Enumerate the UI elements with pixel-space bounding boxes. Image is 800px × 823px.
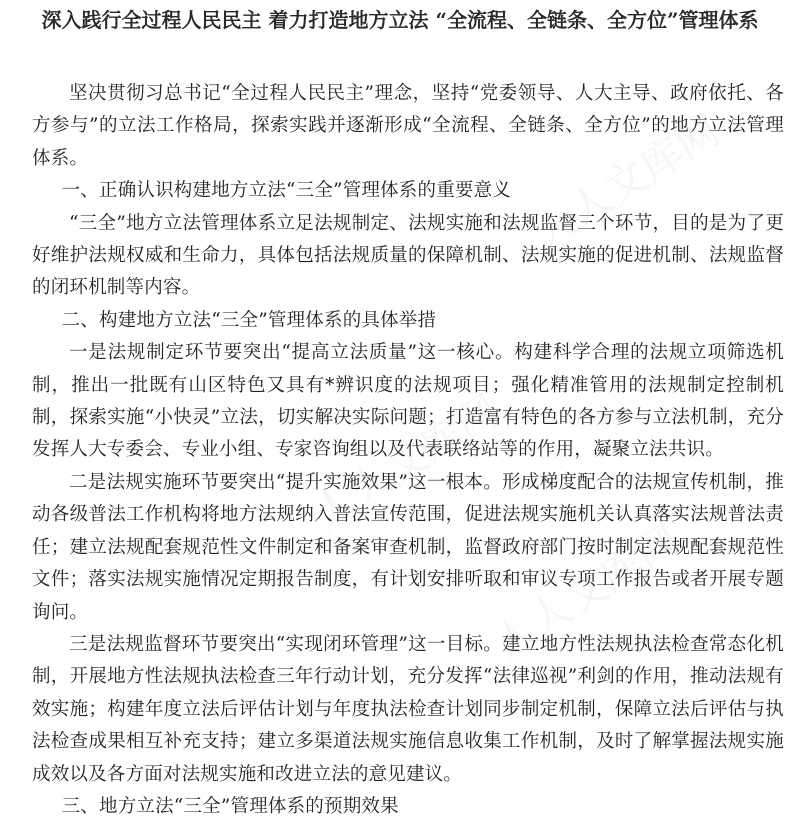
section-heading-3: 三、地方立法“三全”管理体系的预期效果	[61, 795, 399, 817]
measure-3-paragraph: 三是法规监督环节要突出“实现闭环管理”这一目标。建立地方性法规执法检查常态化机制，开展地方性法规执法检查三年行动计划，充分发挥“法律巡视”利剑的作用，推动法规有效实施；构建年度立法后评估计划与年度执法检查计划同步制定机制，保障立法后评估与执法检查成果相互补充支持；建立多渠道法规实施信息收集工作机制，及时了解掌握法规实施成效以及各方面对法规实施和改进立法的意见建议。	[32, 633, 784, 785]
section-heading-2: 二、构建地方立法“三全”管理体系的具体举措	[61, 309, 437, 331]
watermark: 人人文库网	[484, 515, 689, 669]
watermark: 人人文库网	[304, 385, 509, 539]
section-heading-1: 一、正确认识构建地方立法“三全”管理体系的重要意义	[61, 180, 512, 202]
document-title: 深入践行全过程人民民主 着力打造地方立法 “全流程、全链条、全方位”管理体系	[41, 8, 759, 32]
measure-2-paragraph: 二是法规实施环节要突出“提升实施效果”这一根本。形成梯度配合的法规宣传机制，推动各级普法工作机构将地方法规纳入普法宣传范围，促进法规实施机关认真落实法规普法责任；建立法规配套规范性文件制定和备案审查机制，监督政府部门按时制定法规配套规范性文件；落实法规实施情况定期报告制度，有计划安排听取和审议专项工作报告或者开展专题询问。	[32, 471, 784, 623]
section-1-paragraph: “三全”地方立法管理体系立足法规制定、法规实施和法规监督三个环节，目的是为了更好维护法规权威和生命力，具体包括法规质量的保障机制、法规实施的促进机制、法规监督的闭环机制等内容。	[32, 212, 784, 299]
measure-1-paragraph: 一是法规制定环节要突出“提高立法质量”这一核心。构建科学合理的法规立项筛选机制，推出一批既有山区特色又具有*辨识度的法规项目；强化精准管用的法规制定控制机制，探索实施“小快灵”立法，切实解决实际问题；打造富有特色的各方参与立法机制，充分发挥人大专委会、专业小组、专家咨询组以及代表联络站等的作用，凝聚立法共识。	[32, 342, 784, 461]
document-body	[32, 78, 784, 823]
intro-paragraph: 坚决贯彻习总书记“全过程人民民主”理念，坚持“党委领导、人大主导、政府依托、各方参与”的立法工作格局，探索实践并逐渐形成“全流程、全链条、全方位”的地方立法管理体系。	[32, 83, 784, 169]
watermark: 人人文库网	[524, 105, 729, 259]
